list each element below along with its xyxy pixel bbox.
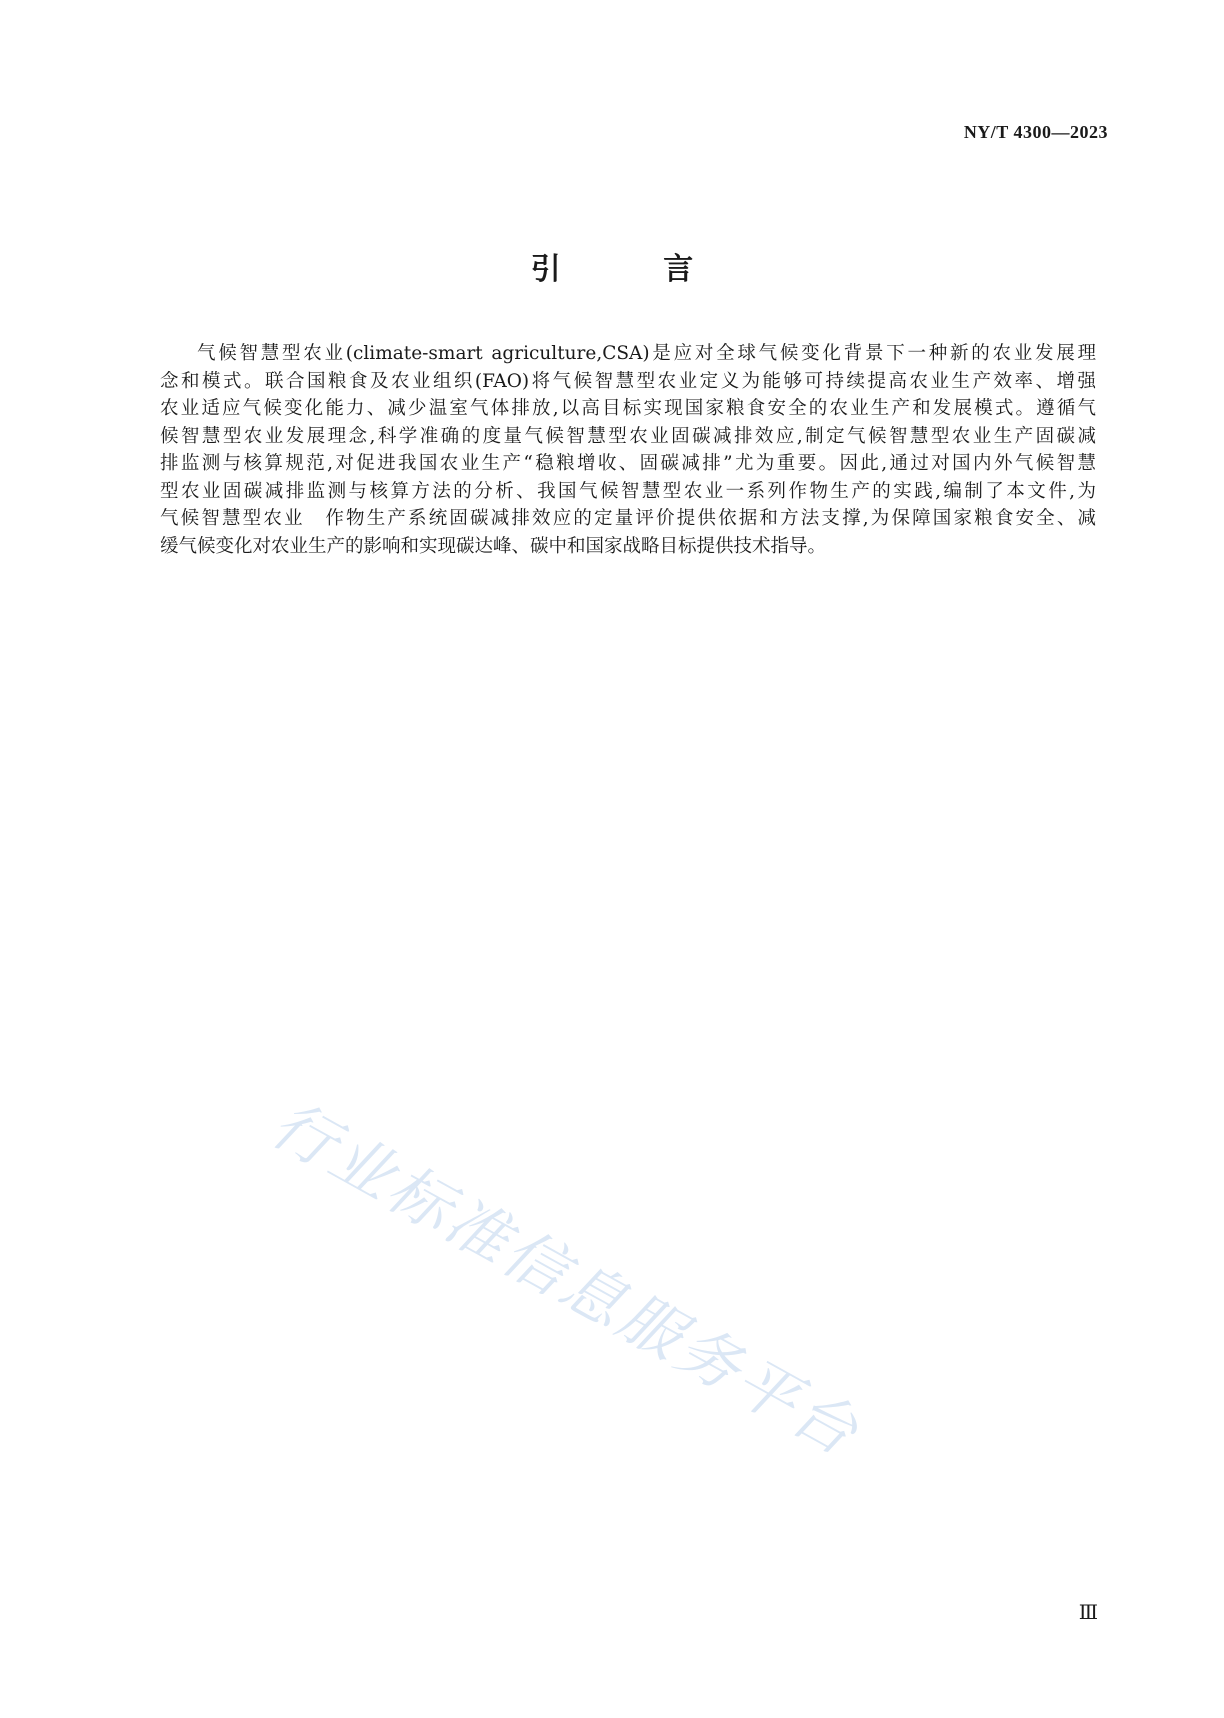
- paragraph-line: 候智慧型农业发展理念,科学准确的度量气候智慧型农业固碳减排效应,制定气候智慧型农业生产固碳减: [160, 425, 1096, 447]
- paragraph-line: 农业适应气候变化能力、减少温室气体排放,以高目标实现国家粮食安全的农业生产和发展模式。遵循气: [160, 398, 1096, 419]
- page-title: 引 言: [530, 252, 740, 287]
- paragraph-line: 念和模式。联合国粮食及农业组织(FAO)将气候智慧型农业定义为能够可持续提高农业生产效率、增强: [160, 370, 1096, 392]
- paragraph-line: 排监测与核算规范,对促进我国农业生产“稳粮增收、固碳减排”尤为重要。因此,通过对国内外气候智慧: [160, 453, 1096, 474]
- paragraph-line: 型农业固碳减排监测与核算方法的分析、我国气候智慧型农业一系列作物生产的实践,编制了本文件,为: [160, 480, 1096, 502]
- watermark: 行业标准信息服务平台: [259, 1086, 873, 1471]
- paragraph-line: 缓气候变化对农业生产的影响和实现碳达峰、碳中和国家战略目标提供技术指导。: [160, 535, 827, 557]
- paragraph-line: 气候智慧型农业(climate-smart agriculture,CSA)是应对全球气候变化背景下一种新的农业发展理: [197, 343, 1096, 364]
- paragraph-line: 气候智慧型农业 作物生产系统固碳减排效应的定量评价提供依据和方法支撑,为保障国家粮食安全、减: [160, 508, 1096, 529]
- page-number: Ⅲ: [1078, 1602, 1098, 1624]
- introduction-paragraph: [160, 340, 1096, 560]
- standard-code: NY/T 4300—2023: [963, 122, 1108, 142]
